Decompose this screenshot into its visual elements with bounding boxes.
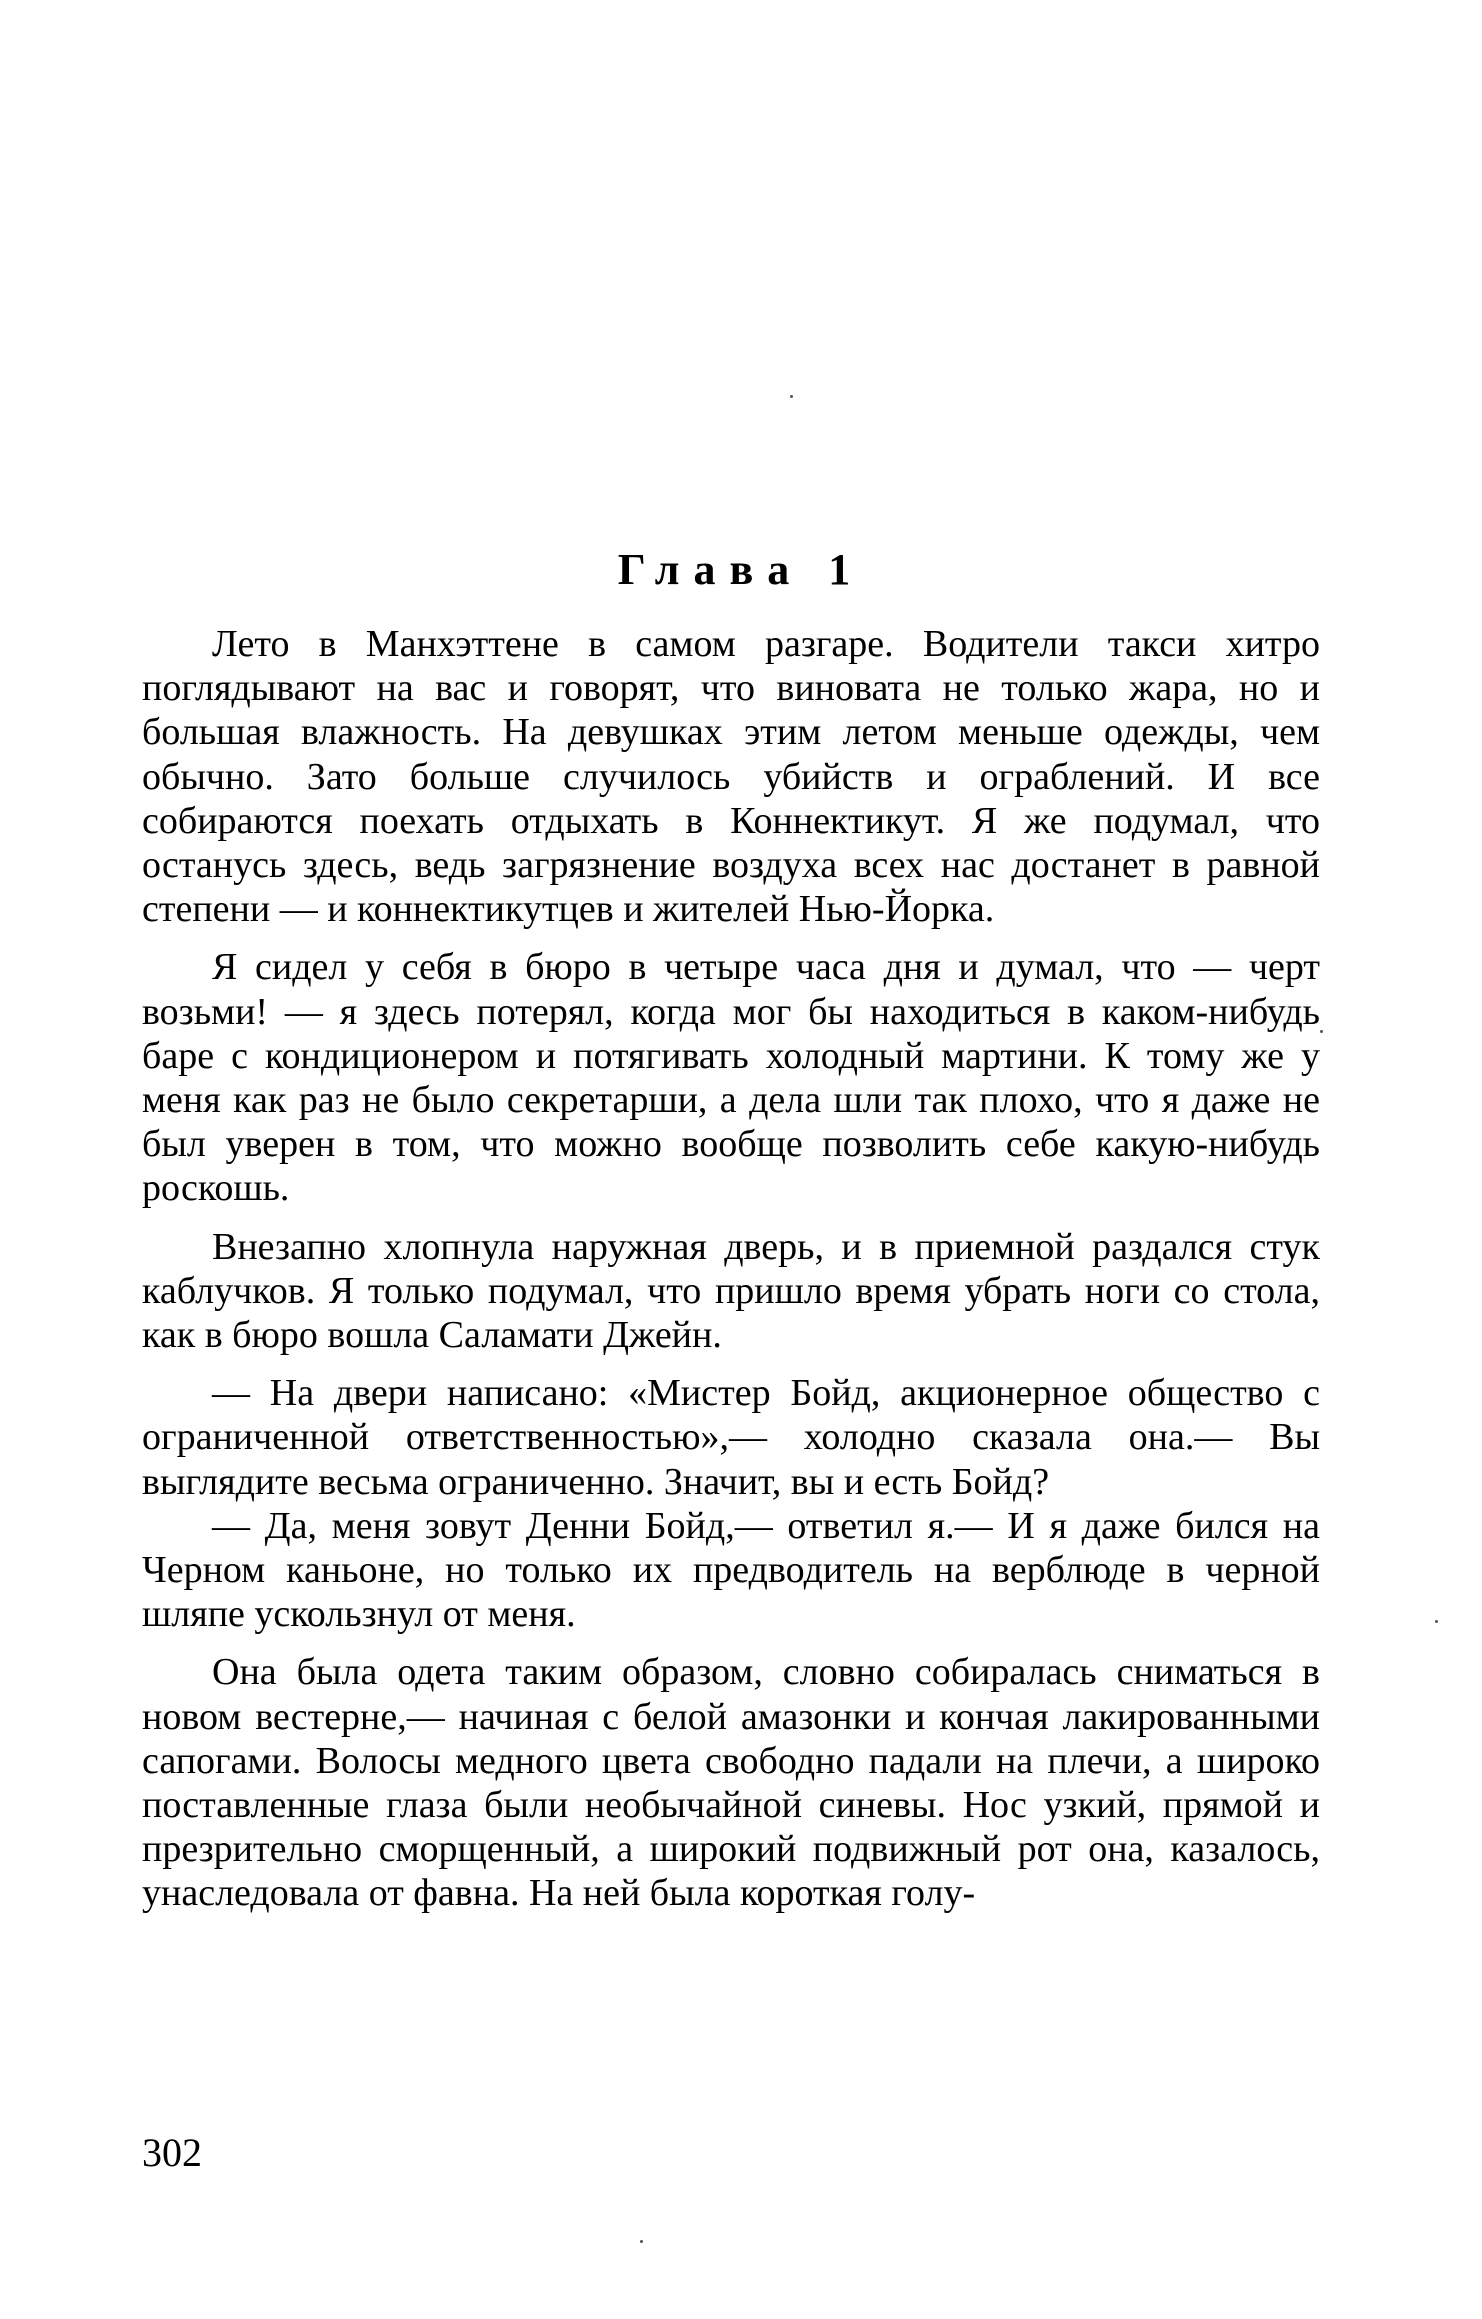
chapter-body	[142, 622, 1320, 1916]
paragraph-1: Лето в Манхэттене в самом разгаре. Водители такси хитро поглядывают на вас и говорят, что виновата не только жара, но и большая влажность. На девушках этим летом меньше одежды, чем обычно. Зато больше случилось убийств и ограблений. И все собираются поехать отдыхать в Коннектикут. Я же подумал, что останусь здесь, ведь загрязнение воздуха всех нас достанет в равной степени — и коннектикутцев и жителей Нью-Йорка.	[142, 623, 1320, 931]
paragraph-4: — На двери написано: «Мистер Бойд, акционерное общество с ограниченной ответственностью»,— холодно сказала она.— Вы выглядите весьма ограниченно. Значит, вы и есть Бойд?	[142, 1372, 1320, 1503]
paragraph-5: — Да, меня зовут Денни Бойд,— ответил я.— И я даже бился на Черном каньоне, но только их предводитель на верблюде в черной шляпе ускользнул от меня.	[142, 1504, 1320, 1636]
paragraph-6: Она была одета таким образом, словно собиралась сниматься в новом вестерне,— начиная с белой амазонки и кончая лакированными сапогами. Волосы медного цвета свободно падали на плечи, а широко поставленные глаза были необычайной синевы. Нос узкий, прямой и презрительно сморщенный, а широкий подвижный рот она, казалось, унаследовала от фавна. На ней была короткая голу-	[142, 1651, 1320, 1915]
page-number: 302	[142, 2130, 202, 2175]
chapter-title: Глава 1	[617, 545, 865, 594]
scan-speck	[640, 2240, 643, 2243]
scan-speck	[1435, 1620, 1438, 1623]
paragraph-2: Я сидел у себя в бюро в четыре часа дня и думал, что — черт возьми! — я здесь потерял, когда мог бы находиться в каком-нибудь баре с кондиционером и потягивать холодный мартини. К тому же у меня как раз не было секретарши, а дела шли так плохо, что я даже не был уверен в том, что можно вообще позволить себе какую-нибудь роскошь.	[142, 946, 1320, 1210]
scan-speck	[790, 395, 793, 398]
scan-speck	[1320, 1030, 1323, 1033]
paragraph-3: Внезапно хлопнула наружная дверь, и в приемной раздался стук каблучков. Я только подумал, что пришло время убрать ноги со стола, как в бюро вошла Саламати Джейн.	[142, 1225, 1320, 1357]
